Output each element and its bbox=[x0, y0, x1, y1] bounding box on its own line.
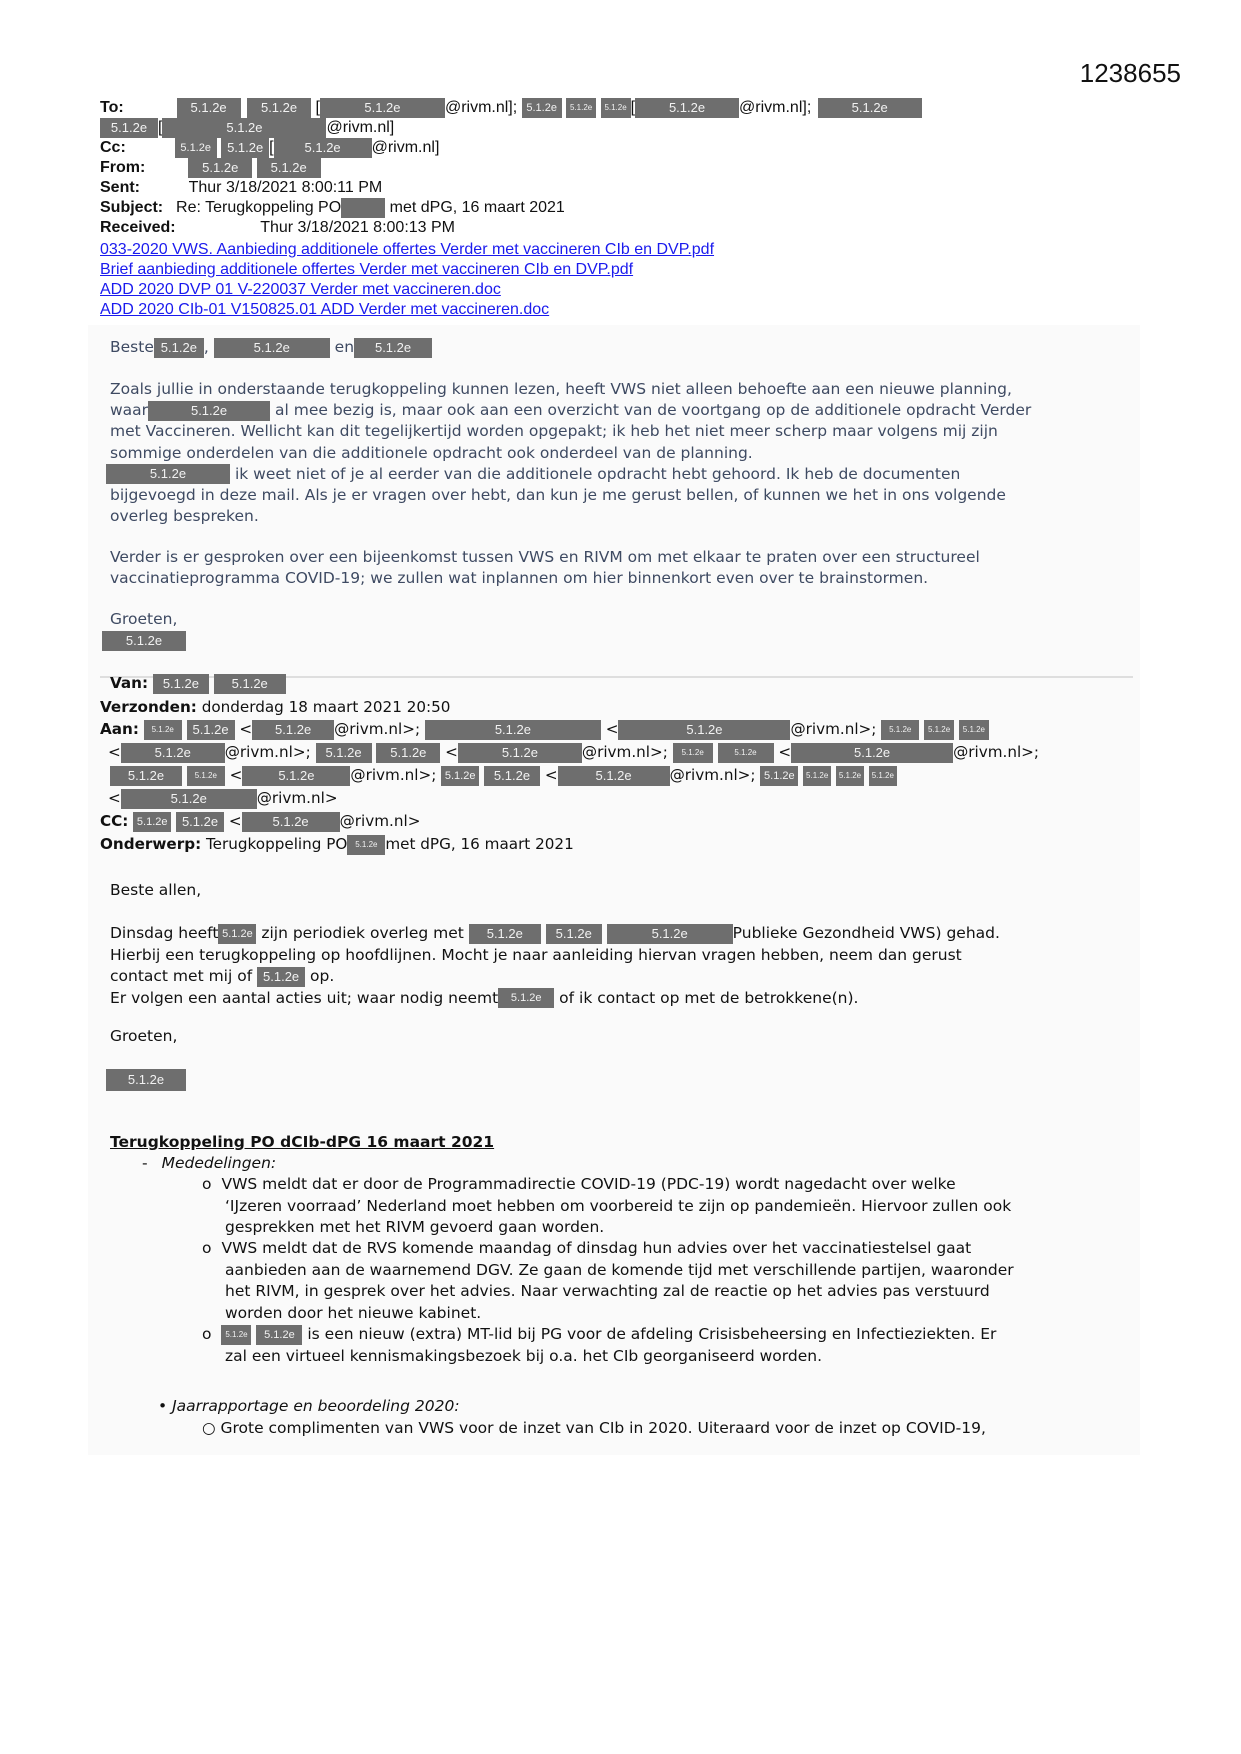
attachment-link[interactable]: ADD 2020 CIb-01 V150825.01 ADD Verder met vaccineren.doc bbox=[100, 301, 550, 318]
attachment-list bbox=[100, 240, 714, 320]
section-jaarrapportage: • Jaarrapportage en beoordeling 2020: bbox=[158, 1397, 460, 1415]
redaction bbox=[341, 198, 385, 218]
list-item-1: o VWS meldt dat er door de Programmadirectie COVID-19 (PDC-19) wordt nagedacht over welke ‘IJzeren voorraad’ Nederland moet hebben om voorbereid te zijn op pandemieën. Hiervoor zullen ook gesprekken met het RIVM gevoerd gaan worden. bbox=[202, 1175, 1012, 1236]
redaction: 5.1.2e bbox=[869, 766, 897, 786]
redaction: 5.1.2e bbox=[760, 766, 798, 786]
received-value: Thur 3/18/2021 8:00:13 PM bbox=[260, 219, 455, 236]
received-label: Received: bbox=[100, 219, 176, 236]
redaction: 5.1.2e bbox=[162, 118, 326, 138]
redaction: 5.1.2e bbox=[221, 1325, 251, 1345]
redaction: 5.1.2e bbox=[221, 138, 269, 158]
original-paragraph: Dinsdag heeft 5.1.2e zijn periodiek overleg met 5.1.2e 5.1.2e 5.1.2e Publieke Gezondheid VWS) gehad. Hierbij een terugkoppeling op hoofdlijnen. Mocht je naar aanleiding hiervan vragen hebben, neem dan gerust contact met mij of 5.1.2e op. Er volgen een aantal acties uit; waar nodig neemt 5.1.2e of ik contact op met de betrokkene(n). bbox=[110, 924, 1000, 1007]
redaction: 5.1.2e bbox=[791, 743, 953, 763]
redaction: 5.1.2e bbox=[484, 766, 540, 786]
redaction: 5.1.2e bbox=[187, 766, 225, 786]
section-mededelingen: - Mededelingen: bbox=[142, 1154, 277, 1172]
redaction: 5.1.2e bbox=[175, 138, 217, 158]
cc-label: Cc: bbox=[100, 139, 126, 157]
reply-closing: Groeten, 5.1.2e bbox=[110, 609, 186, 651]
redaction: 5.1.2e bbox=[110, 766, 182, 786]
received-line bbox=[100, 218, 455, 238]
original-greeting: Beste allen, bbox=[110, 881, 202, 899]
redaction: 5.1.2e bbox=[546, 924, 602, 944]
reply-paragraph-1: Zoals jullie in onderstaande terugkoppeling kunnen lezen, heeft VWS niet alleen behoefte aan een nieuwe planning, waar 5.1.2e al mee bezig is, maar ook aan een overzicht van de voortgang op de additionele opdracht Verder met Vaccineren. Wellicht kan dit tegelijkertijd worden opgepakt; ik heb het niet meer scherp maar volgens mij zijn sommige onderdelen van die additionele opdracht ook onderdeel van de planning. 5.1.2e ik weet niet of je al eerder van die additionele opdracht hebt gehoord. Ik heb de documenten bijgevoegd in deze mail. Als je er vragen over hebt, dan kun je me gerust bellen, of kunnen we het in ons volgende overleg bespreken. bbox=[110, 379, 1031, 527]
redaction: 5.1.2e bbox=[818, 98, 922, 118]
redaction: 5.1.2e bbox=[242, 766, 350, 786]
redaction: 5.1.2e bbox=[257, 158, 321, 178]
attachment-link[interactable]: 033-2020 VWS. Aanbieding additionele offertes Verder met vaccineren CIb en DVP.pdf bbox=[100, 241, 715, 258]
subject-line bbox=[100, 198, 565, 218]
redaction: 5.1.2e bbox=[522, 98, 562, 118]
to-line-continued: 5.1.2e [ 5.1.2e @rivm.nl] bbox=[100, 118, 394, 138]
redaction: 5.1.2e bbox=[803, 766, 831, 786]
to-label: To: bbox=[100, 99, 124, 117]
redaction: 5.1.2e bbox=[320, 98, 445, 118]
redaction: 5.1.2e bbox=[566, 98, 596, 118]
redaction: 5.1.2e bbox=[601, 98, 631, 118]
redaction: 5.1.2e bbox=[257, 967, 305, 987]
reply-paragraph-2: Verder is er gesproken over een bijeenkomst tussen VWS en RIVM om met elkaar te praten over een structureel vaccinatieprogramma COVID-19; we zullen wat inplannen om hier binnenkort even over te brainstormen. bbox=[110, 548, 980, 588]
redaction: 5.1.2e bbox=[214, 674, 286, 694]
redaction: 5.1.2e bbox=[252, 720, 334, 740]
cc-forward-line: CC: 5.1.2e 5.1.2e < 5.1.2e @rivm.nl> bbox=[100, 812, 421, 830]
original-closing: Groeten, 5.1.2e bbox=[110, 1026, 186, 1091]
subject-prefix: Re: Terugkoppeling PO bbox=[176, 199, 342, 217]
list-item-4: ○ Grote complimenten van VWS voor de inzet van CIb in 2020. Uiteraard voor de inzet op COVID-19, bbox=[202, 1419, 986, 1437]
redaction: 5.1.2e bbox=[498, 988, 554, 1008]
redaction: 5.1.2e bbox=[924, 720, 954, 740]
redaction: 5.1.2e bbox=[959, 720, 989, 740]
van-line: Van: 5.1.2e 5.1.2e bbox=[110, 672, 286, 695]
redaction: 5.1.2e bbox=[836, 766, 864, 786]
attachment-link[interactable]: Brief aanbieding additionele offertes Verder met vaccineren CIb en DVP.pdf bbox=[100, 261, 634, 278]
redaction: 5.1.2e bbox=[100, 118, 158, 138]
sent-line bbox=[100, 178, 382, 198]
sent-label: Sent: bbox=[100, 179, 140, 196]
redaction: 5.1.2e bbox=[718, 743, 774, 763]
redaction: 5.1.2e bbox=[469, 924, 541, 944]
redaction: 5.1.2e bbox=[256, 1325, 302, 1345]
redaction: 5.1.2e bbox=[558, 766, 670, 786]
aan-line-4: < 5.1.2e @rivm.nl> bbox=[108, 789, 338, 807]
reply-greeting: Beste 5.1.2e , 5.1.2e en 5.1.2e bbox=[110, 337, 432, 358]
redaction: 5.1.2e bbox=[148, 401, 270, 421]
list-item-3: o 5.1.2e 5.1.2e is een nieuw (extra) MT-lid bij PG voor de afdeling Crisisbeheersing en Infectieziekten. Er zal een virtueel kennismakingsbezoek bij o.a. het CIb georganiseerd worden. bbox=[202, 1325, 997, 1365]
sent-value: Thur 3/18/2021 8:00:11 PM bbox=[188, 179, 383, 196]
onderwerp-line: Onderwerp: Terugkoppeling PO 5.1.2e met dPG, 16 maart 2021 bbox=[100, 835, 574, 853]
redaction: 5.1.2e bbox=[441, 766, 479, 786]
from-line bbox=[100, 158, 321, 178]
aan-line-2: < 5.1.2e @rivm.nl>; 5.1.2e 5.1.2e < 5.1.2e @rivm.nl>; 5.1.2e 5.1.2e < 5.1.2e @rivm.nl>; bbox=[108, 743, 1040, 761]
to-line: To: 5.1.2e 5.1.2e [ 5.1.2e @rivm.nl]; 5.1.2e 5.1.2e 5.1.2e [ 5.1.2e @rivm.nl]; 5.1.2e bbox=[100, 98, 922, 118]
redaction: 5.1.2e bbox=[347, 835, 385, 855]
list-item-2: o VWS meldt dat de RVS komende maandag of dinsdag hun advies over het vaccinatiestelsel gaat aanbieden aan de waarnemend DGV. Ze gaan de komende tijd met verschillende partijen, waaronder het RIVM, in gesprek over het advies. Naar verwachting zal de reactie op het advies pas verstuurd worden door het nieuwe kabinet. bbox=[202, 1239, 1014, 1322]
subject-suffix: met dPG, 16 maart 2021 bbox=[389, 199, 565, 217]
redaction: 5.1.2e bbox=[214, 338, 330, 358]
aan-line-3: 5.1.2e 5.1.2e < 5.1.2e @rivm.nl>; 5.1.2e 5.1.2e < 5.1.2e @rivm.nl>; 5.1.2e 5.1.2e 5.1.2e 5.1.2e bbox=[110, 764, 897, 787]
cc-line: Cc: 5.1.2e 5.1.2e [ 5.1.2e @rivm.nl] bbox=[100, 139, 440, 157]
redaction: 5.1.2e bbox=[153, 674, 209, 694]
redaction: 5.1.2e bbox=[133, 812, 171, 832]
redaction: 5.1.2e bbox=[177, 98, 241, 118]
redaction: 5.1.2e bbox=[316, 743, 372, 763]
redaction: 5.1.2e bbox=[247, 98, 311, 118]
redaction: 5.1.2e bbox=[274, 138, 372, 158]
verzonden-line: Verzonden: donderdag 18 maart 2021 20:50 bbox=[100, 698, 451, 716]
redaction: 5.1.2e bbox=[154, 338, 204, 358]
redaction: 5.1.2e bbox=[618, 720, 790, 740]
aan-line: Aan: 5.1.2e 5.1.2e < 5.1.2e @rivm.nl>; 5.1.2e < 5.1.2e @rivm.nl>; 5.1.2e 5.1.2e 5.1.2e bbox=[100, 718, 989, 741]
redaction: 5.1.2e bbox=[102, 631, 186, 651]
redaction: 5.1.2e bbox=[242, 812, 340, 832]
attachment-link[interactable]: ADD 2020 DVP 01 V-220037 Verder met vaccineren.doc bbox=[100, 281, 501, 298]
redaction: 5.1.2e bbox=[425, 720, 601, 740]
redaction: 5.1.2e bbox=[176, 812, 224, 832]
redaction: 5.1.2e bbox=[635, 98, 739, 118]
redaction: 5.1.2e bbox=[188, 158, 252, 178]
redaction: 5.1.2e bbox=[673, 743, 713, 763]
redaction: 5.1.2e bbox=[458, 743, 582, 763]
feedback-title: Terugkoppeling PO dCIb-dPG 16 maart 2021 bbox=[110, 1133, 495, 1151]
redaction: 5.1.2e bbox=[354, 338, 432, 358]
redaction: 5.1.2e bbox=[187, 720, 235, 740]
redaction: 5.1.2e bbox=[106, 1069, 186, 1091]
redaction: 5.1.2e bbox=[218, 924, 256, 944]
subject-label: Subject: bbox=[100, 199, 164, 217]
document-number: 1238655 bbox=[1079, 58, 1181, 88]
redaction: 5.1.2e bbox=[144, 720, 182, 740]
from-label: From: bbox=[100, 159, 146, 177]
redaction: 5.1.2e bbox=[881, 720, 919, 740]
redaction: 5.1.2e bbox=[106, 464, 230, 484]
redaction: 5.1.2e bbox=[121, 743, 225, 763]
redaction: 5.1.2e bbox=[121, 789, 257, 809]
redaction: 5.1.2e bbox=[607, 924, 733, 944]
redaction: 5.1.2e bbox=[376, 743, 440, 763]
